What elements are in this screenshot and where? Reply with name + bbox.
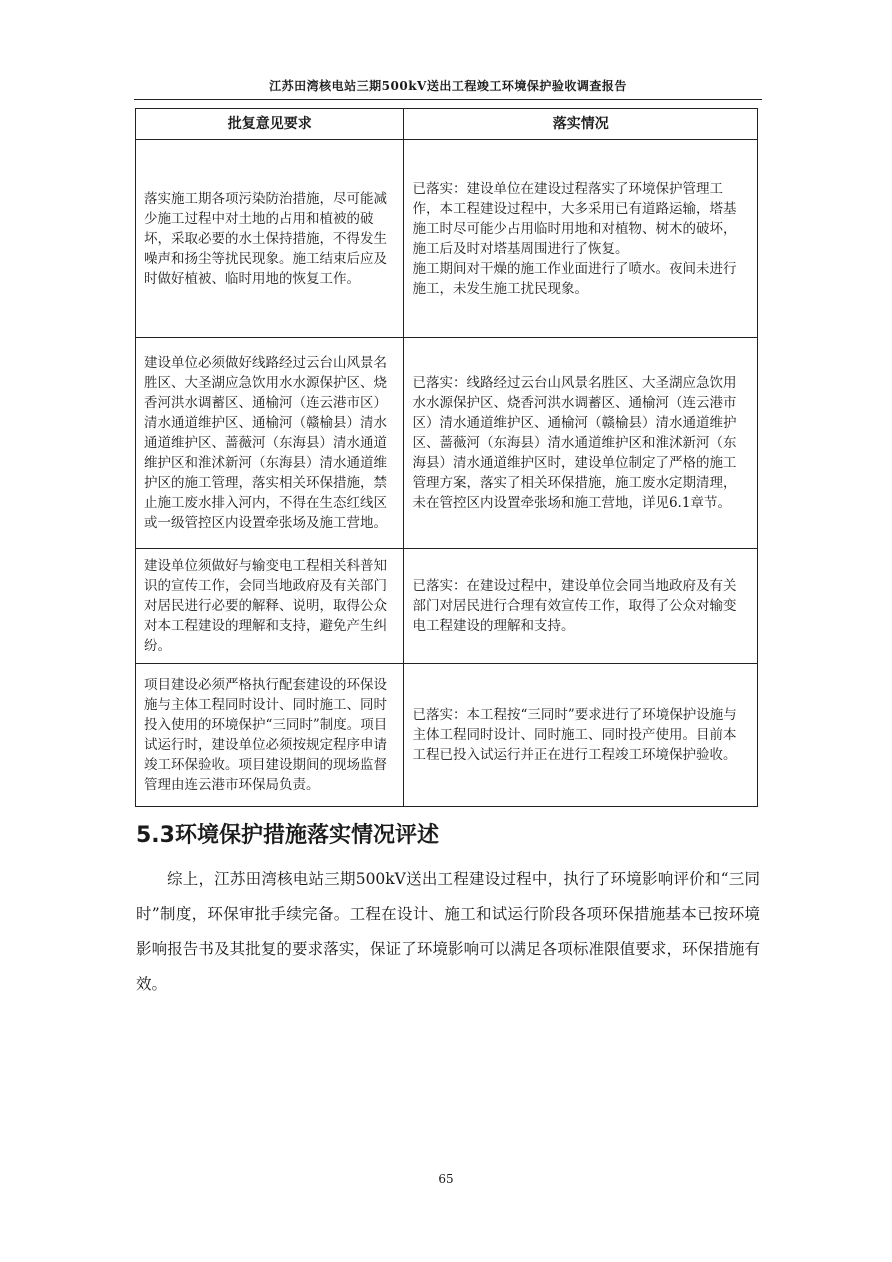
implementation-cell — [404, 338, 758, 549]
implementation-text: 已落实：线路经过云台山风景名胜区、大圣湖应急饮用水水源保护区、烧香河洪水调蓄区、通榆河（连云港市区）清水通道维护区、通榆河（赣榆县）清水通道维护区、蔷薇河（东海县）清水通道维护区和淮沭新河（东海县）清水通道维护区时，建设单位制定了严格的施工管理方案，落实了相关环保措施，施工废水定期清理，未在管控区内设置牵张场和施工营地，详见6.1章节。 — [412, 375, 737, 511]
approval-table — [135, 108, 758, 807]
table-row — [136, 140, 758, 338]
implementation-text: 已落实：建设单位在建设过程落实了环境保护管理工作，本工程建设过程中，大多采用已有道路运输，塔基施工时尽可能少占用临时用地和对植物、树木的破坏，施工后及时对塔基周围进行了恢复。 — [412, 180, 737, 257]
section-heading: 5.3环境保护措施落实情况评述 — [136, 823, 439, 848]
section-body: 综上，江苏田湾核电站三期500kV送出工程建设过程中，执行了环境影响评价和“三同时”制度，环保审批手续完备。工程在设计、施工和试运行阶段各项环保措施基本已按环境影响报告书及其批复的要求落实，保证了环境影响可以满足各项标准限值要求，环保措施有效。 — [136, 870, 760, 993]
implementation-cell — [404, 140, 758, 338]
implementation-text: 已落实：本工程按“三同时”要求进行了环境保护设施与主体工程同时设计、同时施工、同时投产使用。目前本工程已投入试运行并正在进行工程竣工环境保护验收。 — [412, 707, 737, 763]
implementation-text: 施工期间对干燥的施工作业面进行了喷水。夜间未进行施工，未发生施工扰民现象。 — [412, 260, 737, 297]
page-number: 65 — [438, 1172, 454, 1186]
column-header-implementation: 落实情况 — [404, 109, 758, 140]
table-row — [136, 338, 758, 549]
running-header: 江苏田湾核电站三期500kV送出工程竣工环境保护验收调查报告 — [269, 79, 627, 93]
requirement-cell: 落实施工期各项污染防治措施，尽可能减少施工过程中对土地的占用和植被的破坏，采取必要的水土保持措施，不得发生噪声和扬尘等扰民现象。施工结束后应及时做好植被、临时用地的恢复工作。 — [136, 140, 404, 338]
implementation-cell — [404, 549, 758, 664]
implementation-cell — [404, 664, 758, 807]
requirement-cell: 建设单位须做好与输变电工程相关科普知识的宣传工作，会同当地政府及有关部门对居民进行必要的解释、说明，取得公众对本工程建设的理解和支持，避免产生纠纷。 — [136, 549, 404, 664]
table-row — [136, 664, 758, 807]
requirement-cell: 建设单位必须做好线路经过云台山风景名胜区、大圣湖应急饮用水水源保护区、烧香河洪水调蓄区、通榆河（连云港市区）清水通道维护区、通榆河（赣榆县）清水通道维护区、蔷薇河（东海县）清水通道维护区和淮沭新河（东海县）清水通道维护区的施工管理，落实相关环保措施，禁止施工废水排入河内，不得在生态红线区或一级管控区内设置牵张场及施工营地。 — [136, 338, 404, 549]
table-row — [136, 549, 758, 664]
table-header-row — [136, 109, 758, 140]
requirement-cell: 项目建设必须严格执行配套建设的环保设施与主体工程同时设计、同时施工、同时投入使用的环境保护“三同时”制度。项目试运行时，建设单位必须按规定程序申请竣工环保验收。项目建设期间的现场监督管理由连云港市环保局负责。 — [136, 664, 404, 807]
implementation-text: 已落实：在建设过程中，建设单位会同当地政府及有关部门对居民进行合理有效宣传工作，取得了公众对输变电工程建设的理解和支持。 — [412, 578, 737, 634]
header-divider — [134, 99, 762, 100]
column-header-requirement: 批复意见要求 — [136, 109, 404, 140]
